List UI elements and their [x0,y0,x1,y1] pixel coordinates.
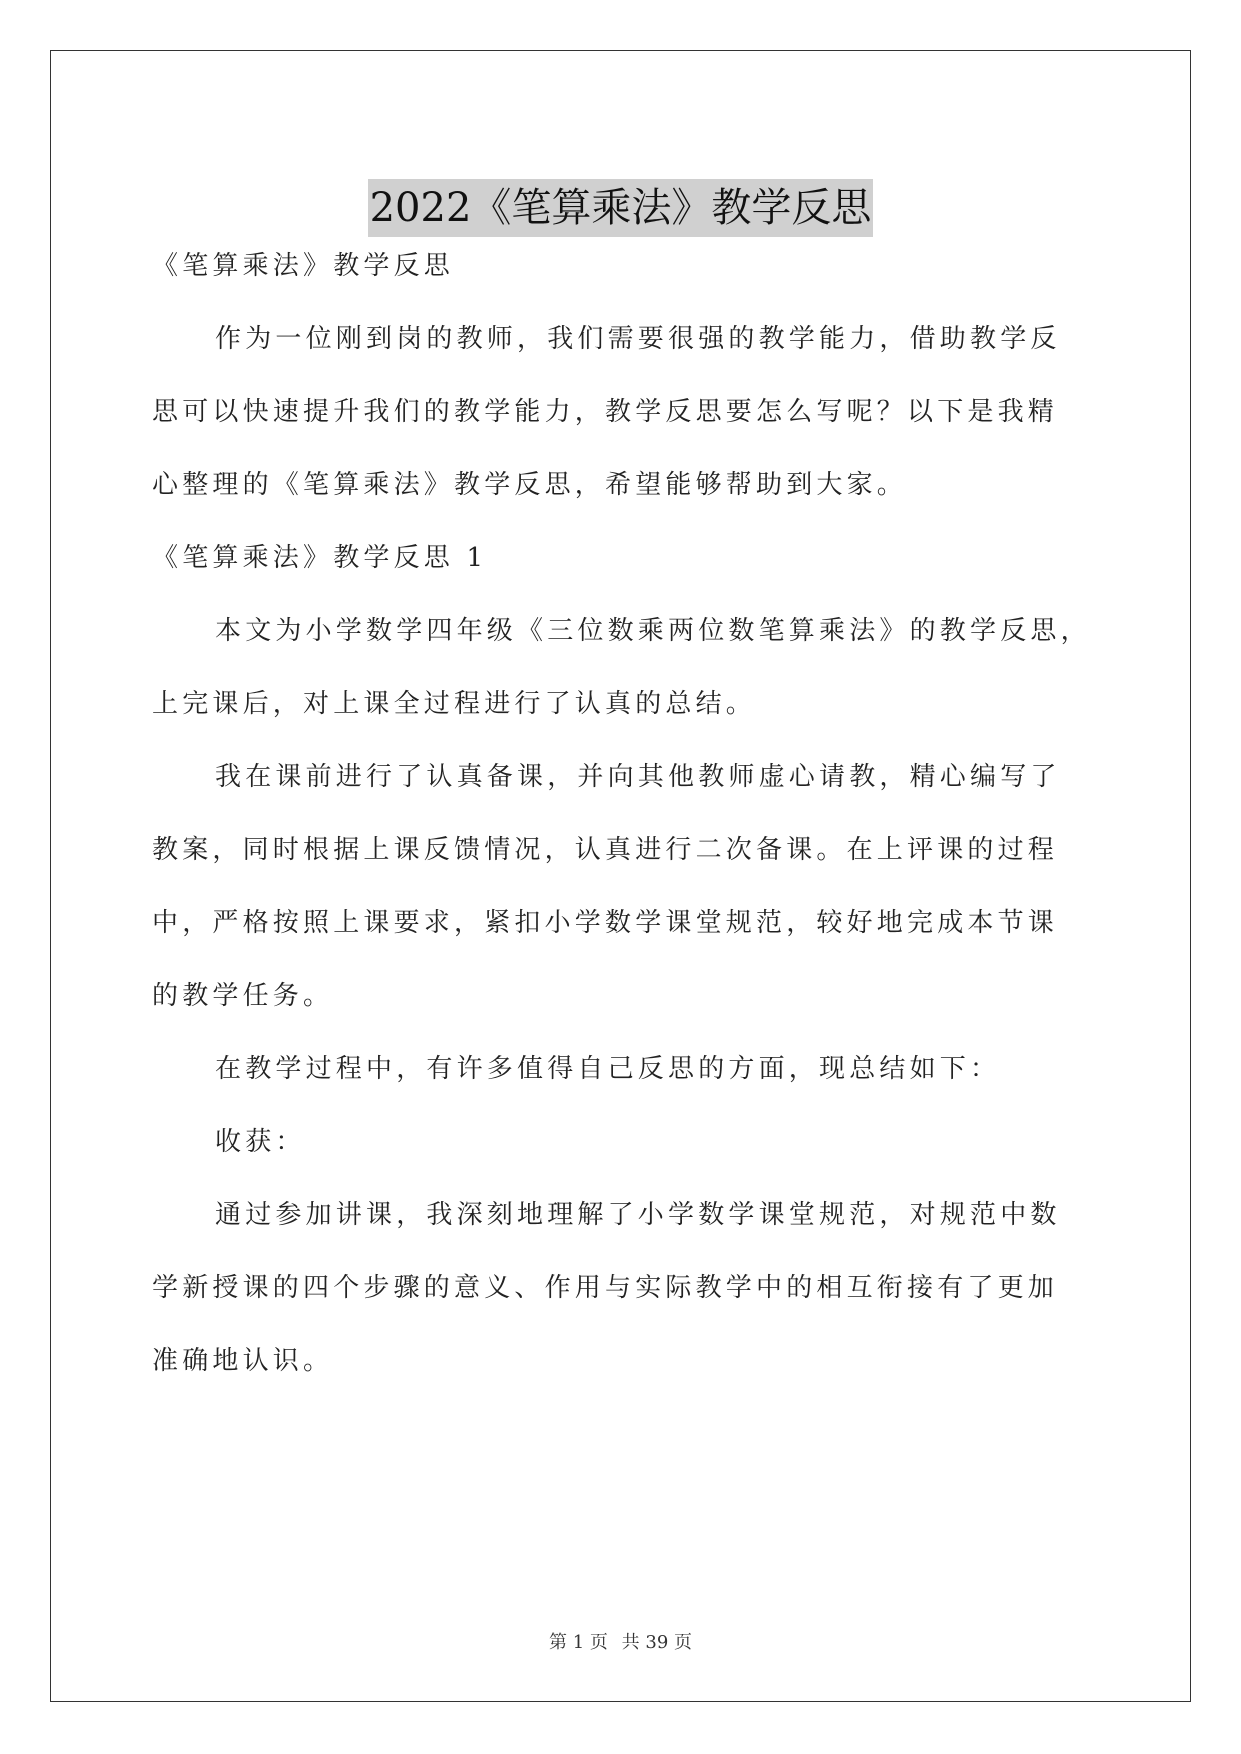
doc-line: 《笔算乘法》教学反思 1 [152,543,488,573]
doc-line: 作为一位刚到岗的教师，我们需要很强的教学能力，借助教学反 [215,324,1061,354]
page-footer [0,1628,1241,1654]
doc-line: 中，严格按照上课要求，紧扣小学数学课堂规范，较好地完成本节课 [152,908,1059,938]
doc-line: 在教学过程中，有许多值得自己反思的方面，现总结如下： [215,1054,1001,1084]
doc-line: 上完课后，对上课全过程进行了认真的总结。 [152,689,757,719]
doc-line: 心整理的《笔算乘法》教学反思，希望能够帮助到大家。 [152,470,908,500]
doc-line: 通过参加讲课，我深刻地理解了小学数学课堂规范，对规范中数 [215,1200,1061,1230]
document-title: 2022《笔算乘法》教学反思 [368,179,874,237]
doc-line: 《笔算乘法》教学反思 [152,251,455,281]
page-total: 共 39 页 [621,1632,692,1653]
page-number: 第 1 页 [549,1632,608,1653]
doc-line: 收获： [215,1127,306,1157]
doc-line: 学新授课的四个步骤的意义、作用与实际教学中的相互衔接有了更加 [152,1273,1059,1303]
doc-line: 我在课前进行了认真备课，并向其他教师虚心请教，精心编写了 [215,762,1061,792]
doc-line: 思可以快速提升我们的教学能力，教学反思要怎么写呢？以下是我精 [152,397,1059,427]
doc-line: 教案，同时根据上课反馈情况，认真进行二次备课。在上评课的过程 [152,835,1059,865]
doc-line: 的教学任务。 [152,981,334,1011]
doc-line: 准确地认识。 [152,1346,334,1376]
doc-line: 本文为小学数学四年级《三位数乘两位数笔算乘法》的教学反思， [215,616,1091,646]
page-frame [50,50,1191,1702]
